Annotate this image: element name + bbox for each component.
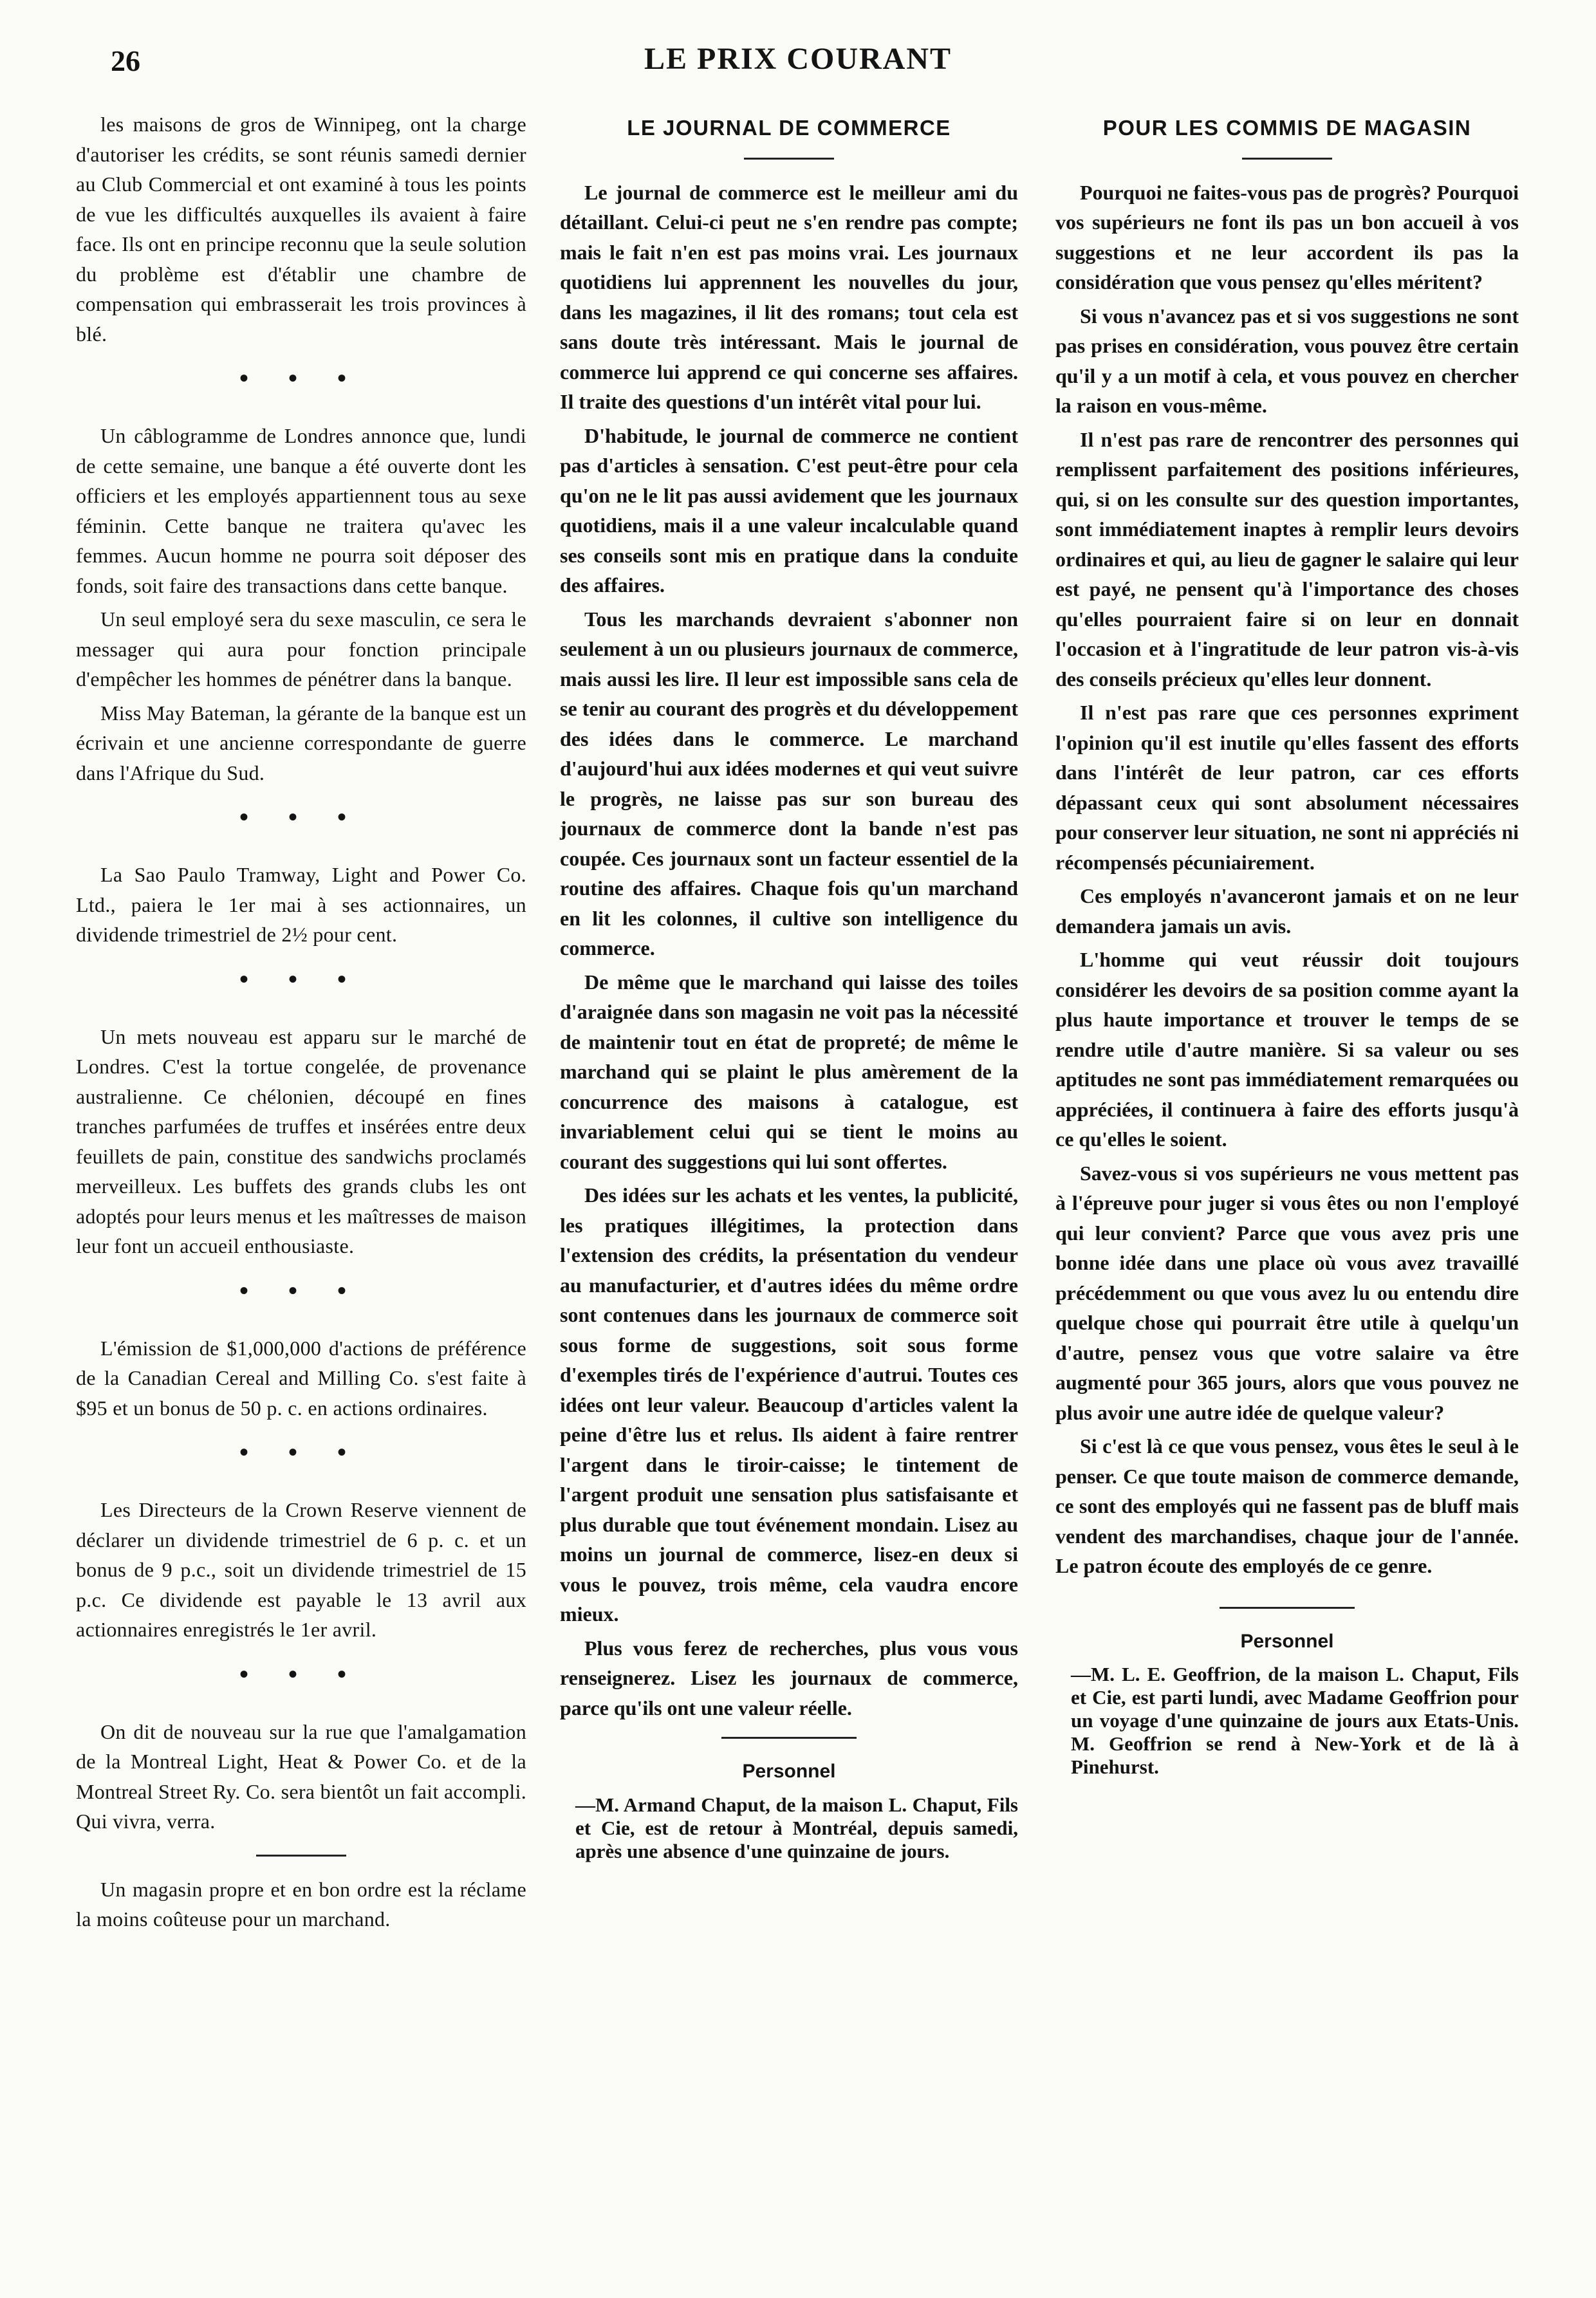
article-paragraph: Si c'est là ce que vous pensez, vous êtes le seul à le penser. Ce que toute maison de commerce demande, ce sont des employés qui ne fassent pas de bluff mais vendent des marchandises, chaque jour de l'année. Le patron écoute des employés de ce genre. (1055, 1434, 1519, 1577)
news-paragraph: Miss May Bateman, la gérante de la banque est un écrivain et une ancienne correspondante de guerre dans l'Afrique du Sud. (76, 701, 526, 784)
section-separator: • • • (239, 1275, 363, 1305)
section-separator: • • • (239, 364, 363, 393)
personnel-paragraph: —M. L. E. Geoffrion, de la maison L. Chaput, Fils et Cie, est parti lundi, avec Madame Geoffrion pour un voyage d'une quinzaine de jours aux Etats-Unis. M. Geoffrion se rend à New-York et de là à Pinehurst. (1071, 1663, 1519, 1778)
article-paragraph: Plus vous ferez de recherches, plus vous vous renseignerez. Lisez les journaux de commerce, parce qu'ils ont une valeur réelle. (560, 1636, 1018, 1719)
article-paragraph: Pourquoi ne faites-vous pas de progrès? Pourquoi vos supérieurs ne font ils pas un bon accueil à vos suggestions et ne leur accordent ils pas la considération que vous pensez qu'elles méritent? (1055, 180, 1519, 293)
news-paragraph: On dit de nouveau sur la rue que l'amalgamation de la Montreal Light, Heat & Power Co. et de la Montreal Street Ry. Co. sera bientôt un fait accompli. Qui vivra, verra. (76, 1719, 526, 1833)
news-paragraph: Un magasin propre et en bon ordre est la réclame la moins coûteuse pour un marchand. (76, 1877, 526, 1931)
news-paragraph: Un mets nouveau est apparu sur le marché de Londres. C'est la tortue congelée, de provenance australienne. Ce chélonien, découpé en fines tranches parfumées de truffes et insérées entre deux feuillets de pain, constitue des sandwichs proclamés merveilleux. Les buffets des grands clubs les ont adoptés pour leurs menus et les maîtresses de maison leur font un accueil enthousiaste. (76, 1024, 526, 1257)
personnel-notice (560, 1793, 1018, 1863)
heading-rule (744, 158, 834, 160)
article-paragraph: Si vous n'avancez pas et si vos suggestions ne sont pas prises en considération, vous pouvez être certain qu'il y a un motif à cela, et vous pouvez en chercher la raison en vous-même. (1055, 304, 1519, 417)
article-paragraph: Savez-vous si vos supérieurs ne vous mettent pas à l'épreuve pour juger si vous êtes ou non l'employé qui leur convient? Parce que vous avez pris une bonne idée dans une place où vous avez travaillé précédemment ou que vous avez lu ou entendu dire quelque chose qui pourrait être utile à quelqu'un d'autre, pensez vous que votre salaire va être augmenté pour 365 jours, alors que vous pouvez ne plus avoir une autre idée de quelque valeur? (1055, 1161, 1519, 1424)
news-paragraph: L'émission de $1,000,000 d'actions de préférence de la Canadian Cereal and Milling Co. s'est faite à $95 et un bonus de 50 p. c. en actions ordinaires. (76, 1336, 526, 1420)
column-3-commis-de-magasin (1055, 109, 1519, 1783)
article-paragraph: D'habitude, le journal de commerce ne contient pas d'articles à sensation. C'est peut-être pour cela qu'on ne le lit pas aussi avidement que les journaux quotidiens, mais il a une valeur incalculable quand ses conseils sont mis en pratique dans la conduite des affaires. (560, 423, 1018, 597)
article-paragraph: Il n'est pas rare que ces personnes expriment l'opinion qu'il est inutile qu'elles fassent des efforts dans l'intérêt de leur patron, car ces efforts dépassant ceux qui sont absolument nécessaires pour conserver leur situation, ne sont ni appréciés ni récompensés pécuniairement. (1055, 701, 1519, 874)
article-paragraph: De même que le marchand qui laisse des toiles d'araignée dans son magasin ne voit pas la nécessité de maintenir tout en état de propreté; de même le marchand qui se plaint le plus amèrement de la concurrence des maisons à catalogue, est invariablement celui qui se tient le moins au courant des suggestions qui lui sont offertes. (560, 970, 1018, 1173)
horizontal-rule (256, 1855, 346, 1857)
section-separator: • • • (239, 1438, 363, 1467)
article-paragraph: Il n'est pas rare de rencontrer des personnes qui remplissent parfaitement des positions inférieures, qui, si on les consulte sur des question importantes, sont immédiatement inaptes à remplir leurs devoirs ordinaires et qui, au lieu de gagner le salaire qui leur est payé, ne pensent qu'à l'importance des choses qu'elles pourraient faire si on leur en donnait l'occasion et à l'ingratitude de leur patron vis-à-vis des conseils précieux qu'elles leur donnent. (1055, 427, 1519, 690)
news-paragraph: Un câblogramme de Londres annonce que, lundi de cette semaine, une banque a été ouverte dont les officiers et les employés appartiennent tous au sexe féminin. Cette banque ne traitera qu'avec les femmes. Aucun homme ne pourra soit déposer des fonds, soit faire des transactions dans cette banque. (76, 424, 526, 597)
horizontal-rule (721, 1737, 857, 1739)
article-paragraph: Des idées sur les achats et les ventes, la publicité, les pratiques illégitimes, la protection dans l'extension des crédits, la présentation du vendeur au manufacturier, et d'autres idées du même ordre sont contenues dans les journaux de commerce soit sous forme de suggestions, soit sous forme d'exemples tirés de l'expérience d'autrui. Toutes ces idées ont leur valeur. Beaucoup d'articles valent la peine d'être lus et relus. Ils aident à faire rentrer l'argent dans le tiroir-caisse; le tintement de l'argent produit une sensation plus satisfaisante et plus durable que tout événement mondain. Lisez au moins un journal de commerce, lisez-en deux si vous le pouvez, trois même, cela vaudra encore mieux. (560, 1183, 1018, 1626)
news-paragraph: Un seul employé sera du sexe masculin, ce sera le messager qui aura pour fonction principale d'empêcher les hommes de pénétrer dans la banque. (76, 607, 526, 690)
column-1-news-briefs (76, 109, 526, 1938)
column-2-journal-de-commerce (560, 109, 1018, 1867)
heading-rule (1242, 158, 1332, 160)
personnel-notice (1055, 1663, 1519, 1779)
article-heading: POUR LES COMMIS DE MAGASIN (1102, 116, 1472, 140)
personnel-paragraph: —M. Armand Chaput, de la maison L. Chaput, Fils et Cie, est de retour à Montréal, depuis samedi, après une absence d'une quinzaine de jours. (575, 1793, 1018, 1862)
section-separator: • • • (239, 964, 363, 994)
news-paragraph: les maisons de gros de Winnipeg, ont la charge d'autoriser les crédits, se sont réunis samedi dernier au Club Commercial et ont examiné à tous les points de vue les difficultés auxquelles ils avaient à faire face. Ils ont en principe reconnu que la seule solution du problème est d'établir une chambre de compensation qui embrasserait les trois provinces à blé. (76, 113, 526, 346)
news-paragraph: La Sao Paulo Tramway, Light and Power Co. Ltd., paiera le 1er mai à ses actionnaires, un dividende trimestriel de 2½ pour cent. (76, 863, 526, 946)
article-paragraph: Ces employés n'avanceront jamais et on ne leur demandera jamais un avis. (1055, 884, 1519, 938)
news-paragraph: Les Directeurs de la Crown Reserve viennent de déclarer un dividende trimestriel de 6 p. c. et un bonus de 9 p.c., soit un dividende trimestriel de 15 p.c. Ce dividende est payable le 13 avril aux actionnaires enregistrés le 1er avril. (76, 1498, 526, 1641)
horizontal-rule (1220, 1607, 1355, 1609)
article-paragraph: Tous les marchands devraient s'abonner non seulement à un ou plusieurs journaux de commerce, mais aussi les lire. Il leur est impossible sans cela de se tenir au courant des progrès et du développement des idées dans le commerce. Le marchand d'aujourd'hui aux idées modernes et qui veut suivre le progrès, ne laisse pas sur son bureau des journaux de commerce dont la bande n'est pas coupée. Ces journaux sont un facteur essentiel de la routine des affaires. Chaque fois qu'un marchand en lit les colonnes, il cultive son intelligence du commerce. (560, 607, 1018, 959)
journal-title: LE PRIX COURANT (644, 42, 952, 76)
personnel-heading: Personnel (1240, 1630, 1334, 1652)
page-number: 26 (111, 44, 140, 77)
section-separator: • • • (239, 802, 363, 831)
article-paragraph: L'homme qui veut réussir doit toujours considérer les devoirs de sa position comme ayant la plus haute importance et trouver le temps de se rendre utile d'autre manière. Si sa valeur ou ses aptitudes ne sont pas immédiatement remarquées ou appréciées, il continuera à faire des efforts jusqu'à ce qu'elles le soient. (1055, 948, 1519, 1151)
article-heading: LE JOURNAL DE COMMERCE (627, 116, 951, 140)
article-paragraph: Le journal de commerce est le meilleur ami du détaillant. Celui-ci peut ne s'en rendre pas compte; mais le fait n'en est pas moins vrai. Les journaux quotidiens lui apprennent les nouvelles du jour, dans les magazines, il lit des romans; tout cela est sans doute très intéressant. Mais le journal de commerce lui apprend ce qui concerne ses affaires. Il traite des questions d'un intérêt vital pour lui. (560, 180, 1018, 413)
personnel-heading: Personnel (742, 1761, 836, 1782)
section-separator: • • • (239, 1659, 363, 1689)
